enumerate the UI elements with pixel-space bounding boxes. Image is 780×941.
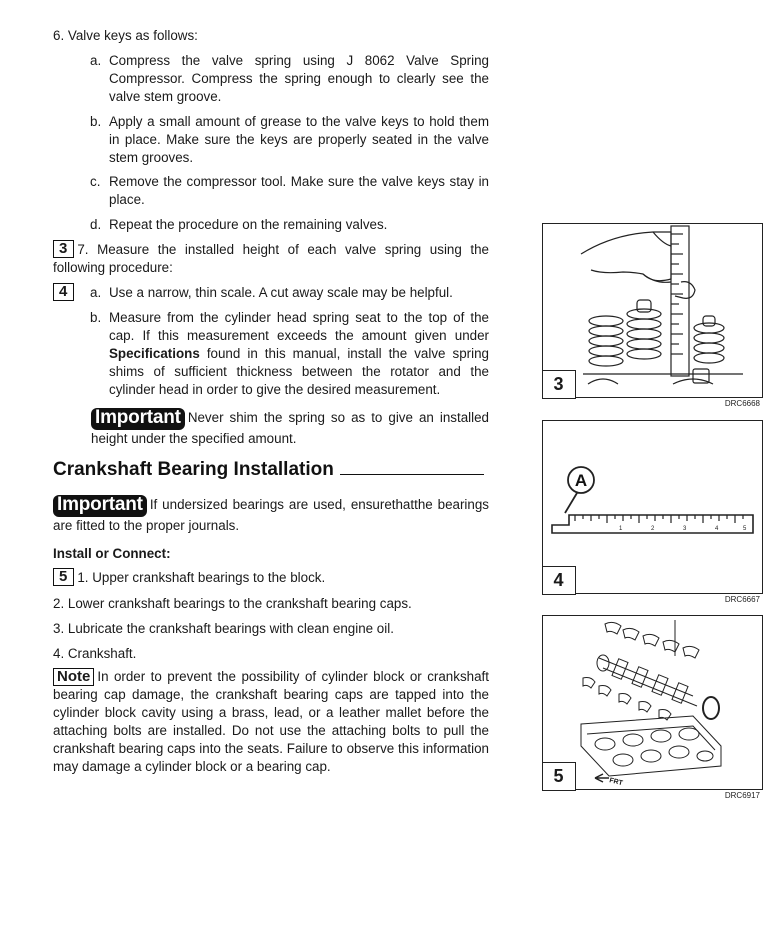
step-6a: [90, 52, 489, 106]
install-heading: Install or Connect:: [53, 546, 171, 561]
step-text: 7. Measure the installed height of each valve spring using the following procedure:: [53, 242, 489, 275]
step-text: Compress the valve spring using J 8062 Valve Spring Compressor. Compress the spring enough to clearly see the valve stem groove.: [109, 53, 489, 104]
step-7a: [53, 283, 489, 302]
step-text: Repeat the procedure on the remaining valves.: [109, 217, 388, 232]
step-6: 6. Valve keys as follows:: [53, 28, 198, 43]
step-label: d.: [90, 217, 102, 232]
step-6c: [90, 173, 489, 209]
step-label: a.: [90, 53, 102, 68]
cutaway-scale-illustration: [543, 421, 762, 593]
figure-5: [542, 615, 763, 790]
scale-tick-3: 3: [683, 526, 687, 532]
step-7b: [90, 309, 489, 399]
install-2: 2. Lower crankshaft bearings to the crankshaft bearing caps.: [53, 596, 412, 611]
scale-tick-2: 2: [651, 526, 655, 532]
step-text: 1. Upper crankshaft bearings to the block.: [77, 570, 326, 585]
step-text: Use a narrow, thin scale. A cut away scale may be helpful.: [109, 285, 453, 300]
callout-a: A: [574, 471, 588, 490]
figure-ref-box: 5: [53, 568, 74, 586]
figure-code: DRC6917: [724, 791, 760, 800]
step-label: c.: [90, 174, 101, 189]
step-text: [109, 309, 489, 399]
figure-number: 4: [542, 566, 576, 595]
step-6b: [90, 113, 489, 167]
important-badge: Important: [91, 408, 185, 430]
figure-code: DRC6667: [724, 595, 760, 604]
scale-tick-1: 1: [619, 526, 623, 532]
install-1: [53, 568, 489, 587]
figure-ref-box: 3: [53, 240, 74, 258]
section-title: Crankshaft Bearing Installation: [53, 459, 334, 480]
note-text: In order to prevent the possibility of cylinder block or crankshaft bearing cap damage, the crankshaft bearing caps are tapped into the cylinder block cavity using a brass, lead, or a leather mallet before the attaching bolts are installed. Do not use the attaching bolts to pull the crankshaft bearing caps into the seats. Failure to observe this information may damage a cylinder block or a bearing cap.: [53, 669, 489, 774]
step-label: b.: [90, 114, 102, 129]
figure-code: DRC6668: [724, 399, 760, 408]
specifications-bold: Specifications: [109, 346, 200, 361]
front-arrow-label: FRT: [608, 777, 624, 788]
title-rule: [340, 474, 484, 475]
note-badge: Note: [53, 668, 94, 686]
note-block: [53, 668, 489, 776]
scale-tick-5: 5: [743, 526, 747, 532]
figure-4: [542, 420, 763, 594]
step-text: Apply a small amount of grease to the valve keys to hold them in place. Make sure the keys are properly seated in the valve stem grooves.: [109, 114, 489, 165]
install-3: 3. Lubricate the crankshaft bearings with clean engine oil.: [53, 621, 394, 636]
important-badge: Important: [53, 495, 147, 517]
step-label: b.: [90, 310, 102, 325]
important-note-2: [53, 495, 489, 535]
step-text: Remove the compressor tool. Make sure the valve keys stay in place.: [109, 174, 489, 207]
figure-3: [542, 223, 763, 398]
important-text: If undersized bearings are used, ensurethatthe bearings are fitted to the proper journals.: [53, 497, 489, 533]
figure-number: 5: [542, 762, 576, 791]
crankshaft-exploded-illustration: [543, 616, 762, 789]
text-run: Measure from the cylinder head spring seat to the top of the cap. If this measurement exceeds the amount given under: [109, 310, 489, 343]
install-4: 4. Crankshaft.: [53, 646, 137, 661]
scale-tick-4: 4: [715, 526, 719, 532]
step-label: a.: [90, 285, 102, 300]
important-note-1: [91, 408, 489, 448]
important-text: Never shim the spring so as to give an installed height under the specified amount.: [91, 410, 489, 446]
valve-spring-measure-illustration: [543, 224, 762, 397]
step-7: [53, 240, 489, 277]
text-run: found in this manual, install the valve spring shims of sufficient thickness between the rotator and the cylinder head in order to give the desired measurement.: [109, 346, 489, 397]
step-6d: [90, 216, 489, 234]
figure-number: 3: [542, 370, 576, 399]
figure-ref-box: 4: [53, 283, 74, 301]
